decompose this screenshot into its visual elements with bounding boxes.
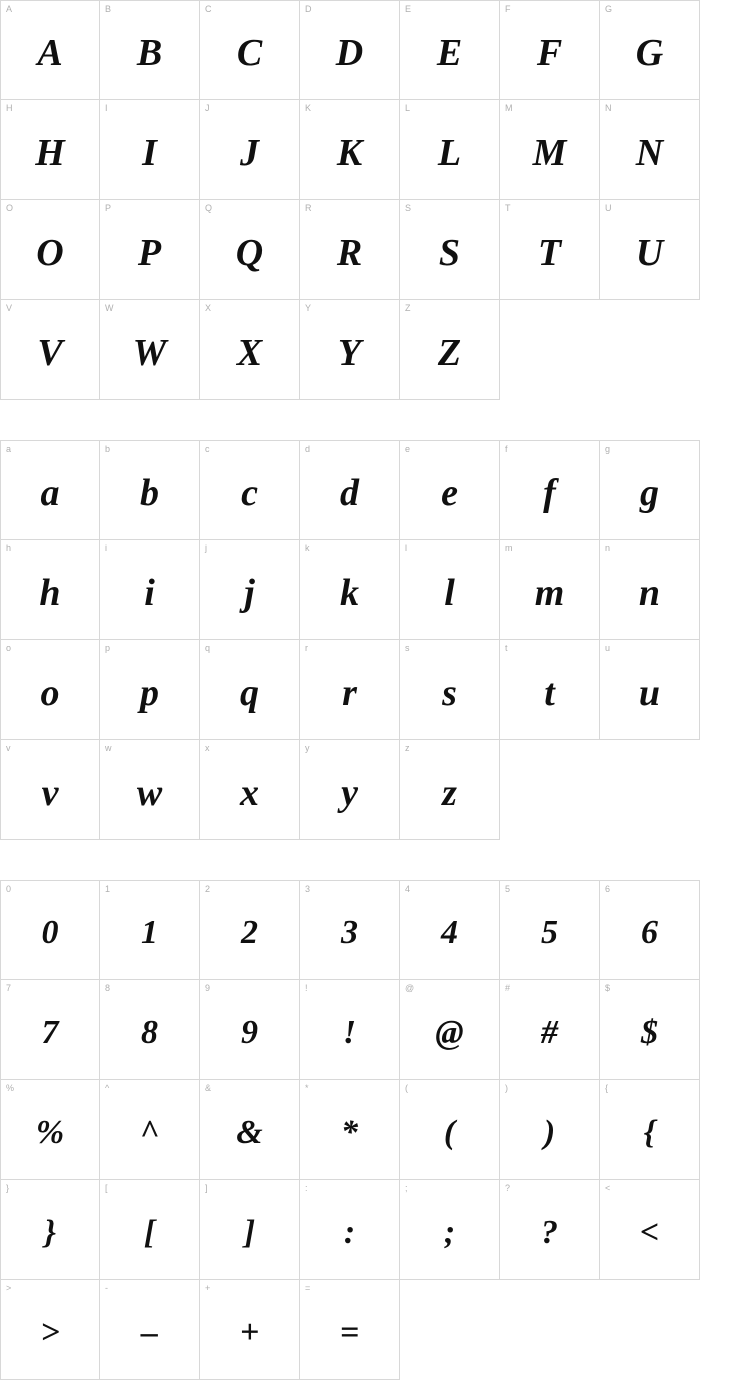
glyph-code-label: N xyxy=(605,103,612,113)
glyph-sample: X xyxy=(236,331,263,374)
glyph-code-label: } xyxy=(6,1183,10,1193)
glyph-code-label: k xyxy=(305,543,310,553)
glyph-sample: $ xyxy=(641,1013,658,1051)
glyph-cell[interactable] xyxy=(500,1180,600,1280)
glyph-sample: C xyxy=(236,32,263,74)
glyph-sample: L xyxy=(437,131,462,174)
glyph-cell[interactable] xyxy=(200,640,300,740)
glyph-cell-empty xyxy=(600,740,700,840)
glyph-cell[interactable] xyxy=(300,1080,400,1180)
glyph-sample: i xyxy=(144,571,155,614)
glyph-code-label: @ xyxy=(405,983,415,993)
glyph-cell[interactable] xyxy=(600,100,700,200)
glyph-block-uppercase xyxy=(0,0,700,400)
glyph-code-label: e xyxy=(405,444,411,454)
glyph-sample: Z xyxy=(437,331,462,374)
glyph-code-label: H xyxy=(6,103,13,113)
glyph-sample: N xyxy=(635,131,664,174)
glyph-sample: 7 xyxy=(41,1013,59,1051)
glyph-sample: u xyxy=(638,671,661,714)
glyph-sample: h xyxy=(39,571,61,614)
glyph-code-label: g xyxy=(605,444,611,454)
glyph-sample: z xyxy=(442,771,457,814)
glyph-block-lowercase xyxy=(0,440,700,840)
glyph-cell[interactable] xyxy=(500,440,600,540)
glyph-cell[interactable] xyxy=(200,440,300,540)
glyph-cell[interactable] xyxy=(600,1180,700,1280)
glyph-cell[interactable] xyxy=(400,300,500,400)
glyph-block-numerals-and-symbols xyxy=(0,880,700,1380)
glyph-cell[interactable] xyxy=(500,0,600,100)
glyph-cell[interactable] xyxy=(400,0,500,100)
glyph-sample: H xyxy=(35,131,65,174)
glyph-cell[interactable] xyxy=(0,540,100,640)
glyph-sample: n xyxy=(638,571,661,614)
glyph-code-label: R xyxy=(305,203,312,213)
glyph-sample: c xyxy=(241,472,258,514)
glyph-sample: + xyxy=(239,1313,260,1351)
glyph-sample: o xyxy=(40,671,60,714)
glyph-cell[interactable] xyxy=(0,1280,100,1380)
glyph-code-label: 1 xyxy=(105,884,111,894)
glyph-sample: 4 xyxy=(441,914,458,951)
glyph-code-label: - xyxy=(105,1283,108,1293)
glyph-code-label: : xyxy=(305,1183,308,1193)
glyph-cell[interactable] xyxy=(100,1080,200,1180)
glyph-sample: m xyxy=(534,571,565,614)
glyph-sample: ; xyxy=(443,1213,456,1251)
glyph-sample: 3 xyxy=(341,914,358,951)
glyph-sample: & xyxy=(236,1113,263,1151)
glyph-sample: { xyxy=(643,1113,656,1151)
glyph-cell[interactable] xyxy=(100,880,200,980)
glyph-cell[interactable] xyxy=(100,300,200,400)
glyph-sample: 6 xyxy=(641,914,658,951)
glyph-sample: B xyxy=(136,32,163,74)
glyph-code-label: j xyxy=(205,543,207,553)
glyph-sample: # xyxy=(541,1013,558,1051)
glyph-sample: f xyxy=(543,472,556,514)
glyph-code-label: C xyxy=(205,4,212,14)
glyph-sample: s xyxy=(442,671,457,714)
glyph-code-label: z xyxy=(405,743,410,753)
glyph-code-label: V xyxy=(6,303,13,313)
glyph-cell[interactable] xyxy=(600,980,700,1080)
glyph-cell[interactable] xyxy=(100,100,200,200)
glyph-code-label: G xyxy=(605,4,613,14)
glyph-sample: V xyxy=(37,331,63,374)
glyph-cell[interactable] xyxy=(0,0,100,100)
glyph-code-label: J xyxy=(205,103,210,113)
glyph-cell[interactable] xyxy=(600,640,700,740)
glyph-code-label: L xyxy=(405,103,411,113)
glyph-sample: O xyxy=(36,231,64,274)
glyph-code-label: 3 xyxy=(305,884,311,894)
glyph-code-label: W xyxy=(105,303,114,313)
glyph-cell[interactable] xyxy=(500,640,600,740)
glyph-sample: 1 xyxy=(141,914,158,951)
glyph-code-label: 6 xyxy=(605,884,611,894)
glyph-cell-empty xyxy=(600,300,700,400)
glyph-cell-empty xyxy=(600,1280,700,1380)
glyph-code-label: U xyxy=(605,203,612,213)
glyph-cell[interactable] xyxy=(400,1080,500,1180)
glyph-sample: Y xyxy=(337,331,362,374)
glyph-cell[interactable] xyxy=(100,440,200,540)
glyph-code-label: Q xyxy=(205,203,213,213)
glyph-sample: E xyxy=(436,32,463,74)
glyph-cell[interactable] xyxy=(200,100,300,200)
glyph-cell[interactable] xyxy=(600,0,700,100)
glyph-sample: D xyxy=(335,32,364,74)
glyph-cell[interactable] xyxy=(200,540,300,640)
glyph-sample: p xyxy=(140,671,159,714)
glyph-sample: < xyxy=(639,1213,660,1251)
glyph-cell[interactable] xyxy=(200,740,300,840)
glyph-sample: = xyxy=(339,1313,360,1351)
glyph-cell[interactable] xyxy=(200,300,300,400)
glyph-cell[interactable] xyxy=(600,880,700,980)
glyph-sample: : xyxy=(343,1213,356,1251)
glyph-code-label: > xyxy=(6,1283,12,1293)
glyph-cell[interactable] xyxy=(400,440,500,540)
glyph-cell[interactable] xyxy=(100,1180,200,1280)
glyph-code-label: ( xyxy=(405,1083,408,1093)
glyph-cell[interactable] xyxy=(200,200,300,300)
glyph-code-label: a xyxy=(6,444,12,454)
glyph-sample: g xyxy=(640,472,659,514)
glyph-code-label: M xyxy=(505,103,513,113)
glyph-cell[interactable] xyxy=(100,1280,200,1380)
glyph-cell[interactable] xyxy=(200,0,300,100)
glyph-code-label: Y xyxy=(305,303,312,313)
glyph-code-label: $ xyxy=(605,983,611,993)
glyph-code-label: t xyxy=(505,643,508,653)
glyph-sample: R xyxy=(336,231,363,274)
glyph-code-label: y xyxy=(305,743,310,753)
glyph-code-label: h xyxy=(6,543,12,553)
glyph-cell[interactable] xyxy=(300,740,400,840)
glyph-sample: d xyxy=(340,472,359,514)
glyph-sample: 5 xyxy=(541,914,558,951)
glyph-code-label: P xyxy=(105,203,112,213)
glyph-code-label: s xyxy=(405,643,410,653)
glyph-cell[interactable] xyxy=(300,880,400,980)
glyph-cell[interactable] xyxy=(300,1280,400,1380)
glyph-cell[interactable] xyxy=(0,300,100,400)
glyph-sample: e xyxy=(441,472,458,514)
glyph-cell[interactable] xyxy=(0,980,100,1080)
glyph-code-label: ^ xyxy=(105,1083,110,1093)
glyph-cell[interactable] xyxy=(0,1180,100,1280)
glyph-code-label: & xyxy=(205,1083,212,1093)
glyph-code-label: [ xyxy=(105,1183,108,1193)
glyph-cell[interactable] xyxy=(600,200,700,300)
glyph-sample: b xyxy=(140,472,159,514)
glyph-cell[interactable] xyxy=(500,540,600,640)
glyph-sample: A xyxy=(37,32,63,74)
glyph-sample: S xyxy=(438,231,461,274)
glyph-code-label: 8 xyxy=(105,983,111,993)
glyph-sample: ^ xyxy=(139,1113,160,1151)
glyph-sample: k xyxy=(340,571,359,614)
glyph-sample: x xyxy=(240,771,259,814)
glyph-cell[interactable] xyxy=(400,540,500,640)
glyph-code-label: o xyxy=(6,643,12,653)
glyph-cell[interactable] xyxy=(0,440,100,540)
glyph-code-label: A xyxy=(6,4,13,14)
glyph-cell[interactable] xyxy=(300,1180,400,1280)
glyph-sample: t xyxy=(544,671,555,714)
glyph-cell[interactable] xyxy=(400,880,500,980)
glyph-sample: a xyxy=(40,472,60,514)
glyph-code-label: + xyxy=(205,1283,211,1293)
glyph-code-label: O xyxy=(6,203,14,213)
glyph-code-label: v xyxy=(6,743,11,753)
glyph-code-label: m xyxy=(505,543,513,553)
glyph-cell[interactable] xyxy=(300,540,400,640)
glyph-sample: J xyxy=(240,131,259,174)
glyph-sample: l xyxy=(444,571,455,614)
glyph-cell[interactable] xyxy=(400,980,500,1080)
glyph-sample: w xyxy=(136,771,163,814)
glyph-code-label: ] xyxy=(205,1183,208,1193)
glyph-cell[interactable] xyxy=(500,880,600,980)
glyph-code-label: * xyxy=(305,1083,309,1093)
glyph-sample: U xyxy=(635,231,664,274)
glyph-cell[interactable] xyxy=(500,200,600,300)
glyph-cell[interactable] xyxy=(300,100,400,200)
glyph-cell[interactable] xyxy=(300,980,400,1080)
glyph-cell[interactable] xyxy=(0,740,100,840)
glyph-code-label: 5 xyxy=(505,884,511,894)
glyph-cell[interactable] xyxy=(100,640,200,740)
glyph-cell[interactable] xyxy=(500,1080,600,1180)
glyph-cell[interactable] xyxy=(300,440,400,540)
glyph-cell[interactable] xyxy=(0,640,100,740)
glyph-cell[interactable] xyxy=(600,540,700,640)
glyph-code-label: Z xyxy=(405,303,411,313)
glyph-sample: } xyxy=(44,1213,56,1251)
glyph-cell[interactable] xyxy=(300,200,400,300)
glyph-cell[interactable] xyxy=(200,980,300,1080)
glyph-cell[interactable] xyxy=(400,640,500,740)
glyph-sample: [ xyxy=(143,1213,156,1251)
glyph-cell-empty xyxy=(500,1280,600,1380)
glyph-cell[interactable] xyxy=(100,200,200,300)
glyph-sample: 8 xyxy=(141,1013,158,1051)
glyph-cell[interactable] xyxy=(100,540,200,640)
glyph-sample: % xyxy=(35,1113,65,1151)
glyph-cell[interactable] xyxy=(100,0,200,100)
glyph-sample: I xyxy=(142,131,157,174)
glyph-sample: 9 xyxy=(241,1013,258,1051)
glyph-cell[interactable] xyxy=(400,740,500,840)
glyph-code-label: d xyxy=(305,444,311,454)
glyph-code-label: p xyxy=(105,643,111,653)
glyph-sample: ) xyxy=(543,1113,556,1151)
glyph-sample: ( xyxy=(443,1113,456,1151)
glyph-cell[interactable] xyxy=(0,100,100,200)
glyph-cell[interactable] xyxy=(0,1080,100,1180)
glyph-code-label: 9 xyxy=(205,983,211,993)
glyph-code-label: q xyxy=(205,643,211,653)
glyph-sample: r xyxy=(342,671,357,714)
glyph-cell[interactable] xyxy=(600,1080,700,1180)
glyph-cell[interactable] xyxy=(300,0,400,100)
glyph-code-label: x xyxy=(205,743,210,753)
glyph-code-label: ? xyxy=(505,1183,511,1193)
glyph-cell[interactable] xyxy=(0,200,100,300)
glyph-cell[interactable] xyxy=(200,880,300,980)
glyph-cell[interactable] xyxy=(200,1180,300,1280)
glyph-code-label: = xyxy=(305,1283,311,1293)
glyph-cell[interactable] xyxy=(100,980,200,1080)
glyph-code-label: < xyxy=(605,1183,611,1193)
glyph-sample: ! xyxy=(342,1013,357,1051)
glyph-sample: K xyxy=(336,131,363,174)
glyph-sample: W xyxy=(132,331,167,374)
glyph-cell[interactable] xyxy=(600,440,700,540)
glyph-cell[interactable] xyxy=(500,980,600,1080)
glyph-cell[interactable] xyxy=(300,300,400,400)
glyph-cell[interactable] xyxy=(200,1280,300,1380)
glyph-cell[interactable] xyxy=(200,1080,300,1180)
glyph-code-label: % xyxy=(6,1083,15,1093)
glyph-sample: F xyxy=(536,32,563,74)
glyph-sample: ] xyxy=(243,1213,256,1251)
glyph-sample: * xyxy=(341,1113,358,1151)
glyph-sample: 0 xyxy=(41,914,59,951)
glyph-cell-empty xyxy=(400,1280,500,1380)
glyph-code-label: # xyxy=(505,983,511,993)
glyph-code-label: T xyxy=(505,203,511,213)
glyph-sample: q xyxy=(240,671,259,714)
glyph-sample: j xyxy=(244,571,255,614)
glyph-code-label: c xyxy=(205,444,210,454)
glyph-cell[interactable] xyxy=(100,740,200,840)
glyph-cell[interactable] xyxy=(400,1180,500,1280)
glyph-code-label: K xyxy=(305,103,312,113)
glyph-code-label: f xyxy=(505,444,508,454)
glyph-sample: – xyxy=(141,1313,158,1351)
glyph-code-label: ; xyxy=(405,1183,408,1193)
glyph-code-label: 0 xyxy=(6,884,12,894)
glyph-cell-empty xyxy=(500,300,600,400)
glyph-sample: T xyxy=(537,231,562,274)
glyph-code-label: F xyxy=(505,4,511,14)
glyph-code-label: r xyxy=(305,643,308,653)
glyph-sample: M xyxy=(532,131,567,174)
glyph-code-label: b xyxy=(105,444,111,454)
glyph-code-label: 4 xyxy=(405,884,411,894)
glyph-sample: v xyxy=(41,771,59,814)
glyph-cell[interactable] xyxy=(500,100,600,200)
glyph-code-label: E xyxy=(405,4,412,14)
glyph-sample: 2 xyxy=(241,914,258,951)
glyph-sample: y xyxy=(341,771,358,814)
glyph-code-label: n xyxy=(605,543,611,553)
glyph-code-label: u xyxy=(605,643,611,653)
glyph-code-label: B xyxy=(105,4,112,14)
glyph-sample: ? xyxy=(541,1213,558,1251)
glyph-cell-empty xyxy=(500,740,600,840)
glyph-code-label: X xyxy=(205,303,212,313)
glyph-cell[interactable] xyxy=(400,200,500,300)
glyph-code-label: ) xyxy=(505,1083,508,1093)
glyph-sample: G xyxy=(635,32,664,74)
glyph-sample: @ xyxy=(435,1013,464,1051)
glyph-code-label: ! xyxy=(305,983,308,993)
glyph-cell[interactable] xyxy=(300,640,400,740)
glyph-sample: P xyxy=(137,231,162,274)
glyph-code-label: D xyxy=(305,4,312,14)
glyph-code-label: l xyxy=(405,543,407,553)
glyph-code-label: I xyxy=(105,103,108,113)
glyph-cell[interactable] xyxy=(400,100,500,200)
glyph-code-label: w xyxy=(105,743,112,753)
glyph-cell[interactable] xyxy=(0,880,100,980)
glyph-code-label: { xyxy=(605,1083,609,1093)
glyph-sample: > xyxy=(40,1313,60,1351)
glyph-code-label: i xyxy=(105,543,107,553)
glyph-code-label: S xyxy=(405,203,412,213)
glyph-code-label: 7 xyxy=(6,983,12,993)
glyph-sample: Q xyxy=(235,231,264,274)
glyph-code-label: 2 xyxy=(205,884,211,894)
